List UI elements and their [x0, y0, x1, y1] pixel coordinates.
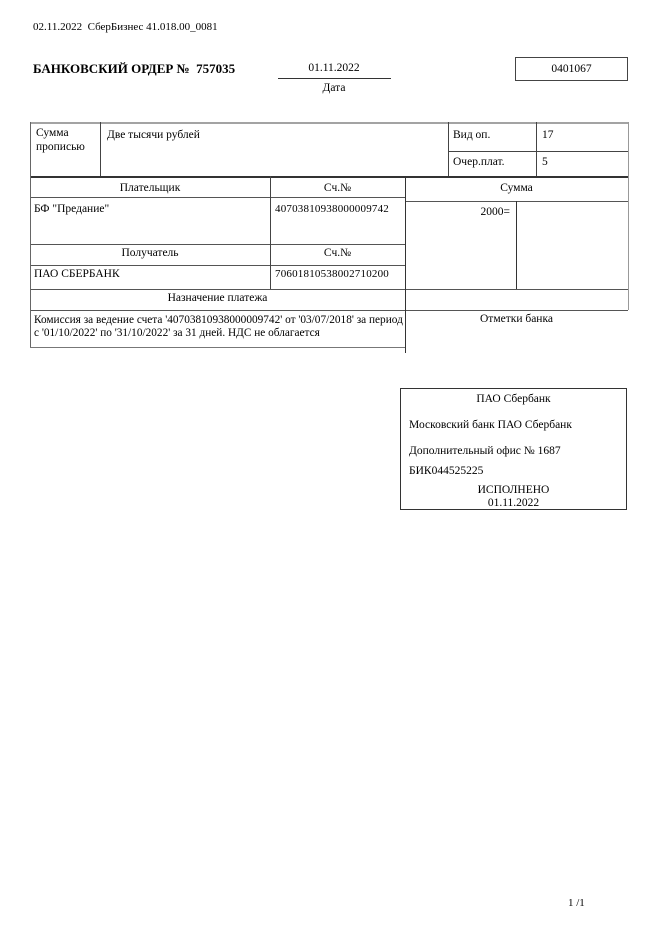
amount-in-words-label: Сумма прописью: [36, 127, 85, 153]
stamp-office: Дополнительный офис № 1687: [409, 445, 561, 457]
document-meta-line: 02.11.2022 СберБизнес 41.018.00_0081: [33, 21, 218, 33]
op-type-label: Вид оп.: [453, 129, 491, 141]
date-underline: [278, 78, 391, 79]
payer-account-number: 40703810938000009742: [275, 203, 389, 215]
payer-section-label: Плательщик: [119, 182, 181, 194]
sum-section-label: Сумма: [500, 182, 533, 194]
amount-words-divider: [100, 122, 101, 176]
op-type-value: 17: [542, 129, 554, 141]
amount-in-words-value: Две тысячи рублей: [107, 129, 200, 141]
stamp-branch: Московский банк ПАО Сбербанк: [409, 419, 572, 431]
bank-stamp-box: [400, 388, 627, 510]
sum-value: 2000=: [480, 206, 510, 218]
table-right-border: [628, 122, 629, 310]
purpose-section-label: Назначение платежа: [167, 292, 268, 304]
stamp-status-date: 01.11.2022: [487, 497, 540, 509]
stamp-bik: БИК044525225: [409, 465, 484, 477]
op-type-value-divider: [536, 122, 537, 176]
amount-row-bottom-border: [30, 176, 628, 178]
purpose-bottom-divider: [30, 347, 405, 348]
table-left-border: [30, 122, 31, 347]
priority-value: 5: [542, 156, 548, 168]
purpose-header-divider: [30, 310, 628, 311]
payee-header-divider: [30, 265, 405, 266]
page-indicator: 1 /1: [568, 897, 585, 909]
payer-header-divider: [30, 197, 405, 198]
table-top-border: [30, 122, 628, 124]
form-code-box: 0401067: [515, 57, 628, 81]
payee-account-number: 70601810538002710200: [275, 268, 389, 280]
purpose-section-top-divider: [30, 289, 628, 290]
stamp-bank-name: ПАО Сбербанк: [476, 393, 551, 405]
payer-account-label: Сч.№: [323, 182, 352, 194]
sum-column-divider: [405, 176, 406, 353]
bank-marks-label: Отметки банка: [480, 313, 553, 325]
op-type-divider: [448, 151, 628, 152]
purpose-text-line-2: с '01/10/2022' по '31/10/2022' за 31 дней. НДС не облагается: [34, 327, 320, 339]
op-type-left-divider: [448, 122, 449, 176]
payer-name: БФ "Предание": [34, 203, 110, 215]
payee-name: ПАО СБЕРБАНК: [34, 268, 120, 280]
payee-section-label: Получатель: [121, 247, 179, 259]
date-label: Дата: [322, 82, 346, 94]
stamp-status: ИСПОЛНЕНО: [477, 484, 550, 496]
sum-value-divider: [516, 201, 517, 289]
purpose-text-line-1: Комиссия за ведение счета '40703810938000009742' от '03/07/2018' за период: [34, 314, 403, 326]
document-title: БАНКОВСКИЙ ОРДЕР № 757035: [33, 61, 236, 76]
priority-label: Очер.плат.: [453, 156, 505, 168]
payee-account-label: Сч.№: [323, 247, 352, 259]
order-date-value: 01.11.2022: [308, 62, 360, 74]
payee-section-top-divider: [30, 244, 405, 245]
